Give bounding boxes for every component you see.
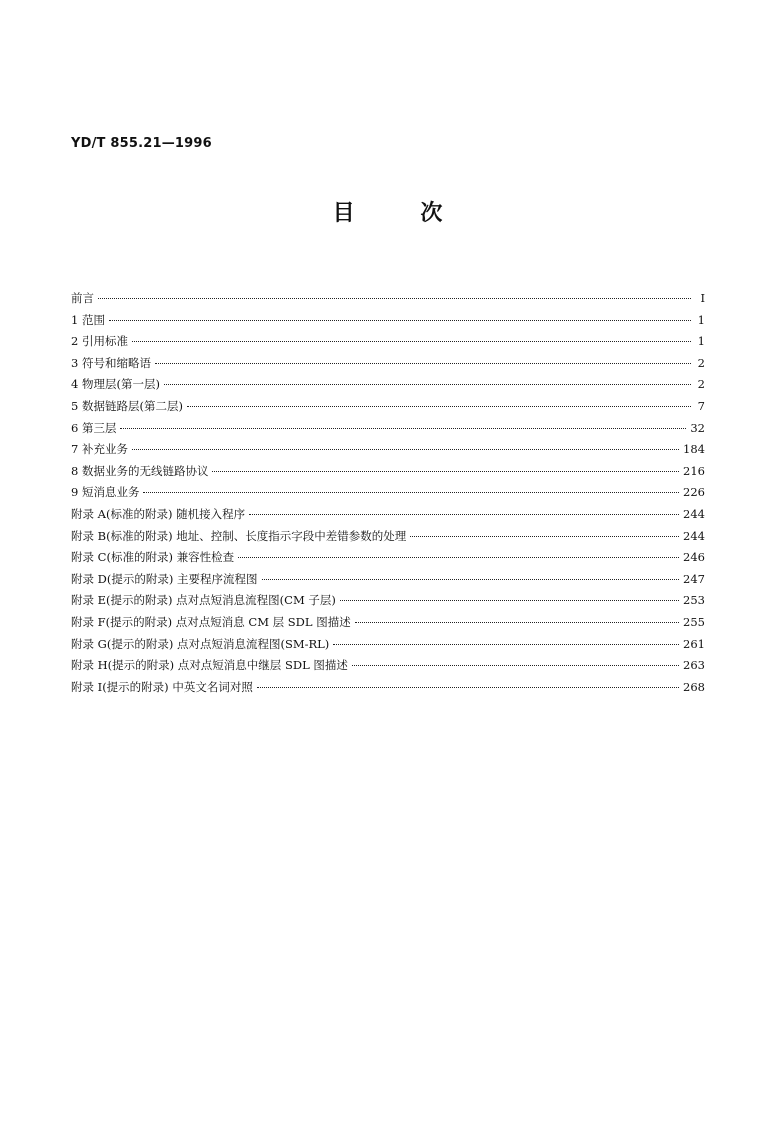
toc-entry-page: 244 (683, 506, 705, 521)
toc-entry[interactable] (71, 655, 705, 677)
toc-entry[interactable] (71, 677, 705, 699)
toc-entry-page: 184 (683, 442, 705, 457)
toc-entry[interactable] (71, 504, 705, 526)
dot-leader (98, 298, 691, 299)
toc-entry[interactable] (71, 288, 705, 310)
toc-entry[interactable] (71, 461, 705, 483)
toc-entry-page: 246 (683, 550, 705, 565)
page-title: 目 次 (332, 201, 443, 226)
toc-entry-label: 2 引用标准 (71, 334, 128, 349)
toc-entry-page: 32 (690, 420, 705, 435)
toc-entry-label: 前言 (71, 291, 94, 305)
toc-entry-page: 255 (683, 614, 705, 629)
toc-entry-page: 268 (683, 679, 705, 694)
toc-entry-label: 3 符号和缩略语 (71, 355, 151, 370)
toc-entry-page: Ⅰ (700, 291, 705, 305)
dot-leader (155, 363, 691, 364)
standard-number: YD/T 855.21—1996 (71, 136, 212, 151)
dot-leader (355, 622, 679, 623)
toc-entry-label: 1 范围 (71, 312, 105, 327)
toc-entry[interactable] (71, 634, 705, 656)
toc-entry[interactable] (71, 353, 705, 375)
toc-entry-page: 1 (697, 334, 705, 349)
toc-entry-label: 4 物理层(第一层) (71, 377, 160, 392)
toc-entry[interactable] (71, 439, 705, 461)
toc-entry[interactable] (71, 310, 705, 332)
dot-leader (132, 449, 679, 450)
toc-entry[interactable] (71, 526, 705, 548)
toc-entry[interactable] (71, 590, 705, 612)
toc-entry-label: 附录 F(提示的附录) 点对点短消息 CM 层 SDL 图描述 (71, 614, 351, 629)
toc-entry-page: 2 (697, 377, 705, 392)
toc-entry[interactable] (71, 374, 705, 396)
toc-entry-page: 263 (683, 658, 705, 673)
toc-entry-page: 2 (697, 355, 705, 370)
toc-entry-label: 5 数据链路层(第二层) (71, 398, 183, 413)
dot-leader (257, 687, 679, 688)
toc-entry-label: 附录 G(提示的附录) 点对点短消息流程图(SM-RL) (71, 636, 330, 651)
toc-entry-page: 247 (683, 571, 705, 586)
toc-entry[interactable] (71, 396, 705, 418)
toc-entry-label: 附录 C(标准的附录) 兼容性检查 (71, 550, 235, 565)
toc-entry[interactable] (71, 418, 705, 440)
toc-entry-label: 附录 I(提示的附录) 中英文名词对照 (71, 679, 253, 694)
dot-leader (164, 384, 691, 385)
dot-leader (212, 471, 679, 472)
dot-leader (109, 320, 691, 321)
toc-entry[interactable] (71, 482, 705, 504)
toc-entry-label: 7 补充业务 (71, 442, 128, 457)
toc-entry-page: 226 (683, 485, 705, 500)
toc-entry-label: 附录 E(提示的附录) 点对点短消息流程图(CM 子层) (71, 593, 336, 608)
toc-entry-page: 7 (697, 398, 705, 413)
toc-entry-label: 附录 H(提示的附录) 点对点短消息中继层 SDL 图描述 (71, 658, 348, 673)
dot-leader (187, 406, 691, 407)
dot-leader (132, 341, 691, 342)
toc-entry[interactable] (71, 612, 705, 634)
toc-entry[interactable] (71, 547, 705, 569)
dot-leader (352, 665, 679, 666)
toc-entry-label: 附录 D(提示的附录) 主要程序流程图 (71, 571, 258, 586)
toc-entry[interactable] (71, 569, 705, 591)
toc-entry[interactable] (71, 331, 705, 353)
toc-entry-label: 6 第三层 (71, 420, 117, 435)
toc-entry-page: 253 (683, 593, 705, 608)
toc-entry-page: 1 (697, 312, 705, 327)
dot-leader (410, 536, 679, 537)
dot-leader (249, 514, 679, 515)
dot-leader (143, 492, 679, 493)
toc-entry-label: 附录 A(标准的附录) 随机接入程序 (71, 506, 246, 521)
dot-leader (120, 428, 686, 429)
dot-leader (340, 600, 679, 601)
dot-leader (333, 644, 679, 645)
toc-entry-label: 9 短消息业务 (71, 485, 140, 500)
toc-entry-label: 附录 B(标准的附录) 地址、控制、长度指示字段中差错参数的处理 (71, 528, 407, 543)
dot-leader (262, 579, 680, 580)
toc-entry-label: 8 数据业务的无线链路协议 (71, 463, 209, 478)
dot-leader (238, 557, 679, 558)
toc-entry-page: 244 (683, 528, 705, 543)
toc-entry-page: 261 (683, 636, 705, 651)
table-of-contents (71, 288, 705, 698)
toc-entry-page: 216 (683, 463, 705, 478)
